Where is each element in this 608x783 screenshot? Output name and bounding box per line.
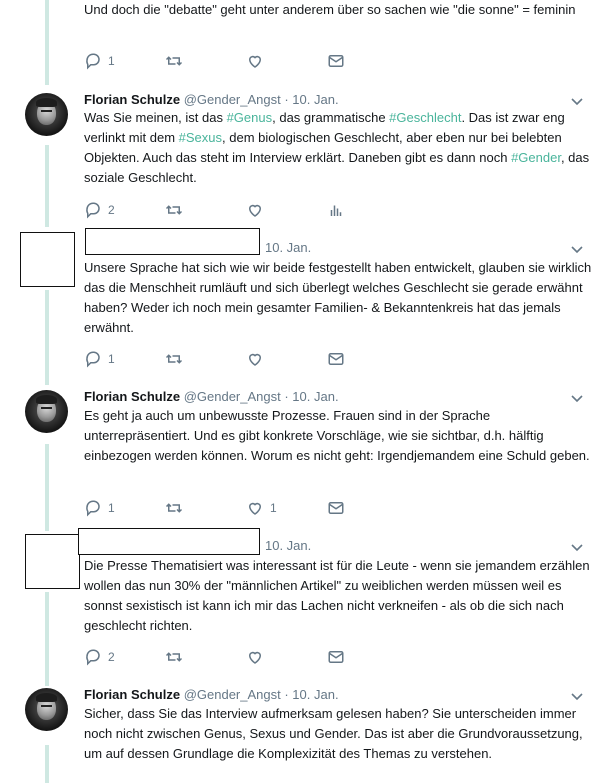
retweet-button[interactable] (164, 51, 184, 71)
reply-button[interactable] (84, 647, 115, 667)
tweet-date[interactable]: 10. Jan. (265, 240, 312, 255)
tweet-text-segment: , das soziale Geschlecht. (84, 150, 590, 185)
hashtag-link[interactable]: #Sexus (178, 130, 223, 145)
reply-count: 2 (108, 203, 115, 217)
retweet-button[interactable] (164, 498, 184, 518)
heart-icon (246, 201, 264, 219)
message-button[interactable] (327, 498, 345, 518)
reply-button[interactable] (84, 498, 115, 518)
chevron-down-icon[interactable] (570, 94, 584, 108)
reply-count: 1 (108, 501, 115, 515)
redacted-avatar (25, 534, 80, 589)
message-button[interactable] (327, 349, 345, 369)
redacted-name (78, 528, 260, 555)
tweet-date[interactable]: 10. Jan. (265, 538, 312, 553)
envelope-icon (327, 350, 345, 368)
tweet-text: Es geht ja auch um unbewusste Prozesse. Frauen sind in der Sprache unterrepräsentiert. Und es gibt konkrete Vorschläge, wie sie sichtbar, d.h. hälftig einbezogen werden können. Worum es nicht geht: Irgendjemandem eine Schuld geben. (84, 408, 590, 463)
analytics-icon (327, 201, 345, 219)
heart-icon (246, 52, 264, 70)
envelope-icon (327, 499, 345, 517)
tweet-text-segment: . Das ist zwar eng verlinkt mit dem (84, 110, 565, 145)
reply-count: 1 (108, 352, 115, 366)
avatar[interactable] (25, 93, 68, 136)
tweet-text-segment: , das grammatische (272, 110, 390, 125)
thread-line (45, 145, 49, 227)
tweet-date[interactable]: · 10. Jan. (284, 92, 339, 107)
thread-line (45, 592, 49, 686)
tweet-actions (84, 498, 444, 518)
retweet-icon (164, 52, 184, 70)
reply-button[interactable] (84, 200, 115, 220)
avatar[interactable] (25, 688, 68, 731)
tweet-header (84, 389, 339, 405)
envelope-icon (327, 52, 345, 70)
author-name[interactable]: Florian Schulze (84, 389, 181, 404)
tweet-text: Sicher, dass Sie das Interview aufmerksam gelesen haben? Sie unterscheiden immer noch nicht zwischen Genus, Sexus und Gender. Das ist aber die Grundvoraussetzung, um auf dessen Grundlage die Komplexizität des Themas zu verstehen. (84, 706, 583, 761)
retweet-icon (164, 648, 184, 666)
retweet-button[interactable] (164, 349, 184, 369)
chevron-down-icon[interactable] (570, 391, 584, 405)
redacted-avatar (20, 232, 75, 287)
like-button[interactable] (246, 349, 264, 369)
tweet-actions (84, 51, 444, 71)
like-button[interactable] (246, 647, 264, 667)
tweet-text: Unsere Sprache hat sich wie wir beide festgestellt haben entwickelt, glauben sie wirklich das die Menschheit rumläuft und sich überlegt welches Geschlecht sie gerade erwähnt haben? Weder ich noch mein gesamter Familien- & Bekanntenkreis hat das jemals erwähnt. (84, 260, 592, 335)
retweet-icon (164, 499, 184, 517)
hashtag-link[interactable]: #Genus (226, 110, 273, 125)
heart-icon (246, 499, 264, 517)
chevron-down-icon[interactable] (570, 242, 584, 256)
thread-line (45, 444, 49, 531)
tweet-text-segment: Was Sie meinen, ist das (84, 110, 227, 125)
tweet-text: Die Presse Thematisiert was interessant ist für die Leute - wenn sie jemandem erzählen wollen das nun 30% der "männlichen Artikel" zu weiblichen werden müssen weil es sonnst sexistisch ist kann ich mir das Lachen nicht verkneifen - als ob die sich nach geschlecht richten. (84, 558, 590, 633)
tweet-actions (84, 647, 444, 667)
reply-icon (84, 648, 102, 666)
like-button[interactable] (246, 200, 264, 220)
chevron-down-icon[interactable] (570, 540, 584, 554)
heart-icon (246, 648, 264, 666)
reply-icon (84, 52, 102, 70)
reply-icon (84, 201, 102, 219)
tweet-text-segment: , dem biologischen Geschlecht, aber eben nur bei belebten Objekten. Auch das steht im Interview erklärt. Daneben gibt es dann noch (84, 130, 562, 165)
like-button[interactable] (246, 51, 264, 71)
redacted-name (85, 228, 260, 255)
tweet-header (265, 538, 311, 554)
message-button[interactable] (327, 647, 345, 667)
message-button[interactable] (327, 51, 345, 71)
hashtag-link[interactable]: #Gender (511, 150, 561, 165)
tweet-text: Und doch die "debatte" geht unter anderem über so sachen wie "die sonne" = feminin (84, 2, 576, 17)
retweet-button[interactable] (164, 200, 184, 220)
reply-count: 1 (108, 54, 115, 68)
tweet-date[interactable]: · 10. Jan. (284, 389, 339, 404)
analytics-button[interactable] (327, 200, 345, 220)
retweet-icon (164, 350, 184, 368)
reply-count: 2 (108, 650, 115, 664)
avatar[interactable] (25, 390, 68, 433)
tweet-header (265, 240, 311, 256)
tweet-actions (84, 349, 444, 369)
retweet-icon (164, 201, 184, 219)
tweet-actions (84, 200, 444, 220)
hashtag-link[interactable]: #Geschlecht (389, 110, 462, 125)
tweet-date[interactable]: · 10. Jan. (284, 687, 339, 702)
reply-icon (84, 350, 102, 368)
like-count: 1 (270, 501, 277, 515)
author-handle[interactable]: @Gender_Angst (183, 687, 281, 702)
retweet-button[interactable] (164, 647, 184, 667)
author-name[interactable]: Florian Schulze (84, 687, 181, 702)
thread-line (45, 745, 49, 783)
reply-icon (84, 499, 102, 517)
reply-button[interactable] (84, 51, 115, 71)
thread-line (45, 290, 49, 385)
like-button[interactable] (246, 498, 277, 518)
author-handle[interactable]: @Gender_Angst (183, 92, 281, 107)
tweet-header (84, 687, 339, 703)
tweet-header (84, 92, 339, 108)
heart-icon (246, 350, 264, 368)
author-handle[interactable]: @Gender_Angst (183, 389, 281, 404)
reply-button[interactable] (84, 349, 115, 369)
chevron-down-icon[interactable] (570, 689, 584, 703)
tweet-text (84, 108, 594, 188)
author-name[interactable]: Florian Schulze (84, 92, 181, 107)
envelope-icon (327, 648, 345, 666)
thread-line (45, 0, 49, 85)
